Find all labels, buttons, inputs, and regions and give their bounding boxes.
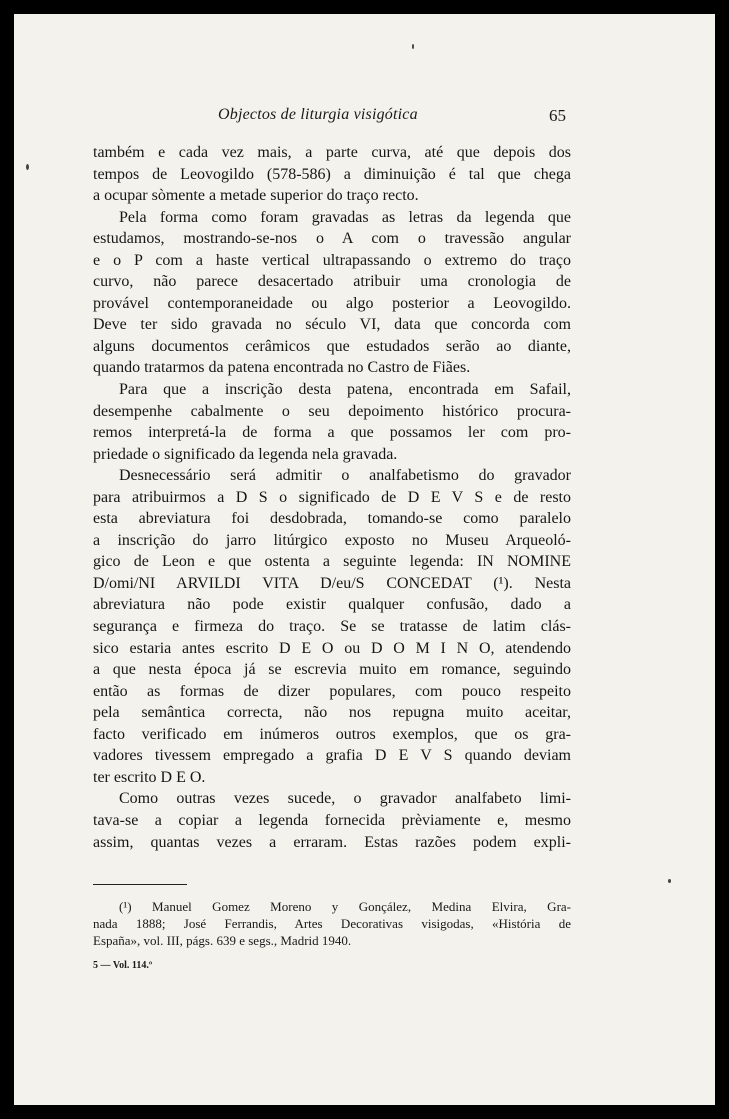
body-text: [93, 142, 571, 853]
text-line: a inscrição do jarro litúrgico exposto no Museu Arqueoló-: [93, 531, 571, 549]
text-line: Pela forma como foram gravadas as letras da legenda que: [119, 208, 571, 226]
page-header: [14, 106, 715, 130]
signature-mark: 5 — Vol. 114.º: [93, 960, 153, 971]
text-line: sico estaria antes escrito D E O ou D O M I N O, atendendo: [93, 639, 571, 657]
text-line: pela semântica correcta, não nos repugna muito aceitar,: [93, 704, 571, 722]
footnote-line: (¹) Manuel Gomez Moreno y Gonçález, Medina Elvira, Gra-: [119, 899, 571, 914]
text-line: remos interpretá-la de forma a que possamos ler com pro-: [93, 424, 571, 442]
page-number: 65: [549, 106, 566, 125]
text-line: tava-se a copiar a legenda fornecida prèviamente e, mesmo: [93, 811, 571, 829]
dust-speck: [668, 879, 671, 883]
text-line: para atribuirmos a D S o significado de D E V S e de resto: [93, 488, 571, 506]
text-line: Para que a inscrição desta patena, encontrada em Safail,: [119, 381, 571, 399]
text-line: Desnecessário será admitir o analfabetismo do gravador: [119, 467, 571, 485]
text-line: segurança e firmeza do traço. Se se tratasse de latim clás-: [93, 618, 571, 636]
text-line: alguns documentos cerâmicos que estudados serão ao diante,: [93, 337, 571, 355]
text-line: priedade o significado da legenda nela gravada.: [93, 445, 398, 463]
text-line: facto verificado em inúmeros outros exemplos, que os gra-: [93, 725, 571, 743]
running-title: Objectos de liturgia visigótica: [218, 106, 418, 123]
text-line: então as formas de dizer populares, com pouco respeito: [93, 682, 571, 700]
text-line: também e cada vez mais, a parte curva, até que depois dos: [93, 144, 571, 161]
text-line: quando tratarmos da patena encontrada no Castro de Fiães.: [93, 359, 471, 377]
text-line: gico de Leon e que ostenta a seguinte legenda: IN NOMINE: [93, 553, 571, 571]
dust-speck: [26, 164, 29, 170]
text-line: tempos de Leovogildo (578-586) a diminuição é tal que chega: [93, 165, 571, 183]
text-line: a que nesta época já se escrevia muito em romance, seguindo: [93, 661, 571, 679]
text-line: a ocupar sòmente a metade superior do traço recto.: [93, 187, 419, 205]
text-line: provável contemporaneidade ou algo posterior a Leovogildo.: [93, 294, 571, 312]
text-line: vadores tivessem empregado a grafia D E V S quando deviam: [93, 747, 571, 765]
text-line: Deve ter sido gravada no século VI, data que concorda com: [93, 316, 571, 334]
text-line: assim, quantas vezes a erraram. Estas razões podem expli-: [93, 833, 571, 851]
footnote-line: nada 1888; José Ferrandis, Artes Decorativas visigodas, «História de: [93, 916, 571, 931]
footnote-line: España», vol. III, págs. 639 e segs., Madrid 1940.: [93, 933, 352, 948]
text-line: estudamos, mostrando-se-nos o A com o travessão angular: [93, 230, 571, 248]
text-line: D/omi/NI ARVILDI VITA D/eu/S CONCEDAT (¹). Nesta: [93, 574, 571, 592]
text-line: curvo, não parece desacertado atribuir uma cronologia de: [93, 273, 571, 291]
text-line: abreviatura não pode existir qualquer confusão, dado a: [93, 596, 571, 614]
dust-speck: [412, 44, 414, 49]
text-line: Como outras vezes sucede, o gravador analfabeto limi-: [119, 790, 571, 808]
text-line: esta abreviatura foi desdobrada, tomando-se como paralelo: [93, 510, 571, 528]
text-line: e o P com a haste vertical ultrapassando o extremo do traço: [93, 251, 571, 269]
book-page: [14, 14, 715, 1105]
text-line: desempenhe cabalmente o seu depoimento histórico procura-: [93, 402, 571, 420]
footnote-rule: [93, 884, 187, 885]
footnote: [93, 898, 571, 949]
text-line: ter escrito D E O.: [93, 768, 206, 786]
